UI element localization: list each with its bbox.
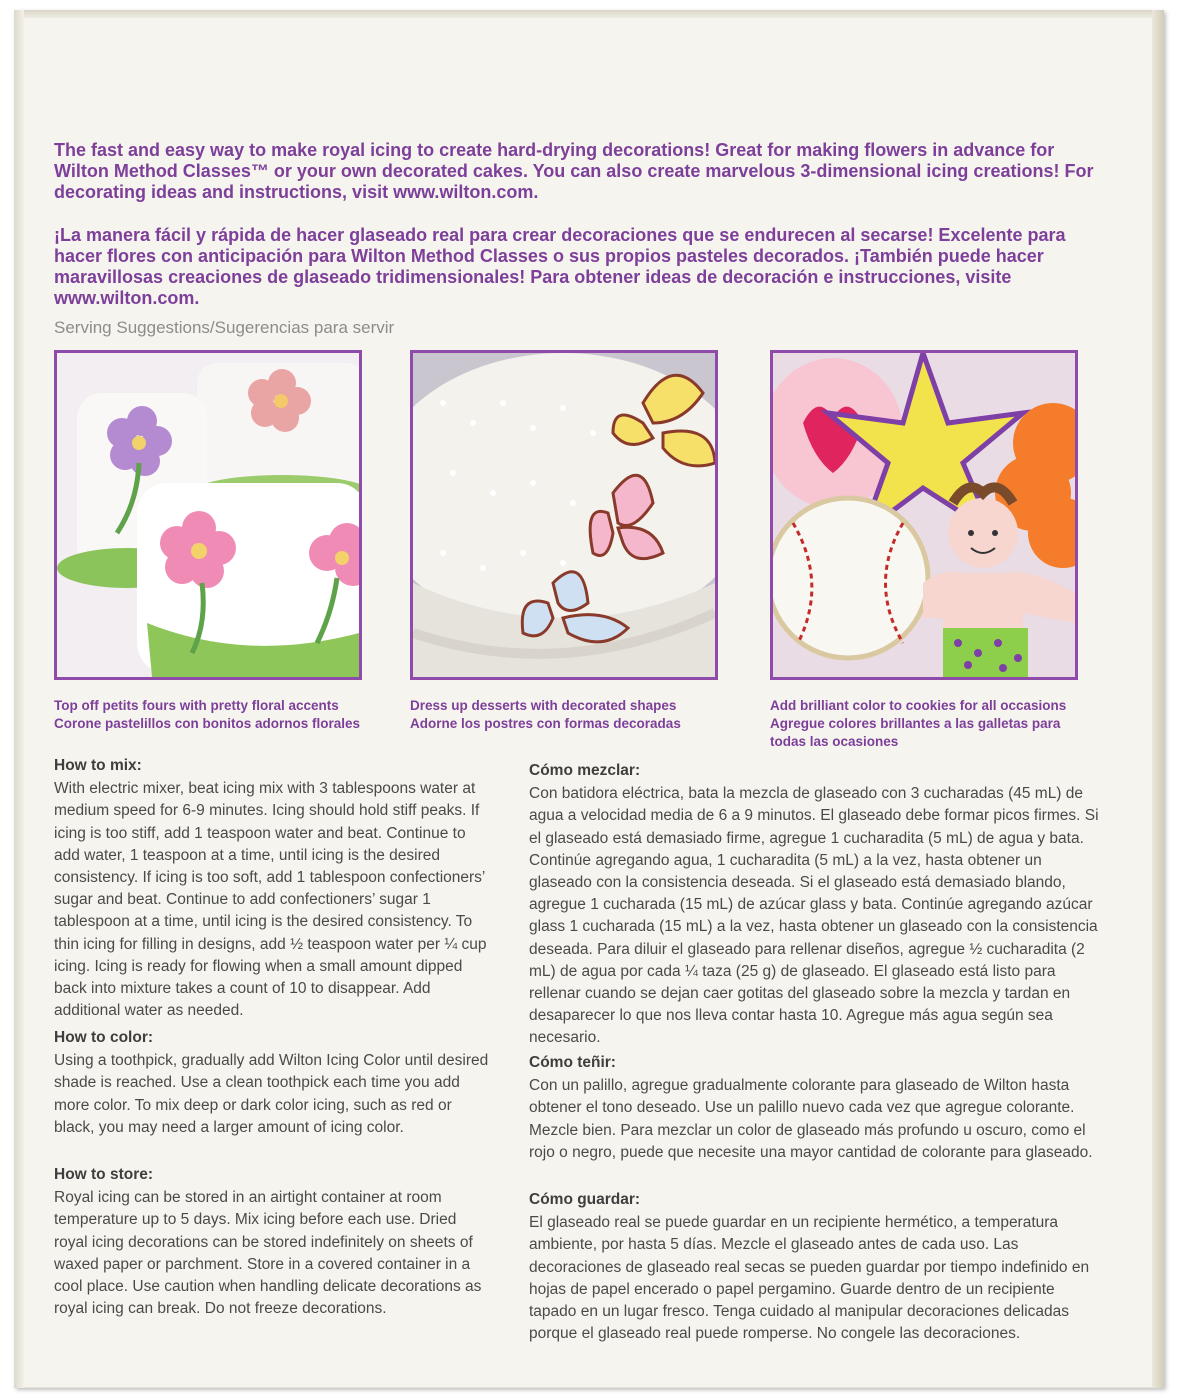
caption-petits-fours-en: Top off petits fours with pretty floral accents [54,698,339,713]
package-top-edge [14,10,1164,18]
how-to-color-text: Using a toothpick, gradually add Wilton Icing Color until desired shade is reached. Use a clean toothpick each time you add more color. To mix deep or dark color icing, such as red or black, you may need a larger amount of icing color. [54,1052,489,1136]
serving-suggestions-title: Serving Suggestions/Sugerencias para servir [54,318,395,337]
como-guardar-text: El glaseado real se puede guardar en un recipiente hermético, a temperatura ambiente, por hasta 5 días. Mezcle el glaseado antes de cada uso. Las decoraciones de glaseado real secas se pueden guardar por tiempo indefinido en hojas de papel encerado o papel pergamino. Guarde dentro de un recipiente tapado en un lugar fresco. Tenga cuidado al manipular decoraciones delicadas porque el glaseado real puede romperse. No congele las decoraciones. [529,1214,1090,1343]
how-to-color-heading: How to color: [54,1029,154,1046]
how-to-color-section [54,1027,494,1139]
caption-cake-butterflies-en: Dress up desserts with decorated shapes [410,698,677,713]
how-to-mix-text: With electric mixer, beat icing mix with 3 tablespoons water at medium speed for 6-9 minutes. Icing should hold stiff peaks. If icing is too stiff, add 1 teaspoon water and beat. Continue to add water, 1 teaspoon at a time, until icing is the desired consistency. If icing is too soft, add 1 tablespoon confectioners’ sugar and beat. Continue to add confectioners’ sugar 1 tablespoon at a time, until icing is the desired consistency. To thin icing for filling in designs, add ½ teaspoon water per ¼ cup icing. Icing is ready for flowing when a small amount dipped back into mixture takes a count of 10 to disappear. Add additional water as needed. [54,780,487,1020]
como-mezclar-heading: Cómo mezclar: [529,762,641,779]
caption-petits-fours-es: Corone pastelillos con bonitos adornos florales [54,716,361,731]
how-to-store-heading: How to store: [54,1166,154,1183]
caption-cake-butterflies [410,697,740,733]
intro-spanish: ¡La manera fácil y rápida de hacer glaseado real para crear decoraciones que se endurecen al secarse! Excelente para hacer flores con anticipación para Wilton Method Classes o sus propios pasteles decorados. ¡También puede hacer maravillosas creaciones de glaseado tridimensionales! Para obtener ideas de decoración e instrucciones, visite www.wilton.com. [54,225,1066,308]
intro-english: The fast and easy way to make royal icing to create hard-drying decorations! Great for making flowers in advance for Wilton Method Classes™ or your own decorated cakes. You can also create marvelous 3-dimensional icing creations! For decorating ideas and instructions, visit www.wilton.com. [54,140,1094,202]
como-tenir-heading: Cómo teñir: [529,1054,616,1071]
package-right-edge [1152,10,1164,1388]
package-left-edge [14,10,24,1388]
caption-petits-fours [54,697,384,733]
caption-cake-butterflies-es: Adorne los postres con formas decoradas [410,716,681,731]
como-guardar-heading: Cómo guardar: [529,1191,641,1208]
como-tenir-section [529,1052,1104,1164]
como-guardar-section [529,1189,1104,1345]
caption-cookies [770,697,1100,751]
how-to-mix-heading: How to mix: [54,757,142,774]
photo-petits-fours [54,350,362,680]
como-mezclar-text: Con batidora eléctrica, bata la mezcla de glaseado con 3 cucharadas (45 mL) de agua a velocidad media de 6 a 9 minutos. El glaseado debe formar picos firmes. Si el glaseado está demasiado firme, agregue 1 cucharadita (5 mL) de agua y bata. Continúe agregando agua, 1 cucharadita (5 mL) a la vez, hasta obtener un glaseado con la consistencia deseada. Si el glaseado está demasiado blando, agregue 1 cucharada (15 mL) de azúcar glass y bata. Continúe agregando azúcar glass 1 cucharada (15 mL) a la vez, hasta obtener un glaseado con la consistencia deseada. Para diluir el glaseado para rellenar diseños, agregue ½ cucharadita (2 mL) de agua por cada ¼ taza (25 g) de glaseado. El glaseado está listo para rellenar cuando se dejan caer gotitas del glaseado sobre la mezcla y tardan en desaparecer lo que nos lleva contar hasta 10. Agregue más agua según sea necesario. [529,785,1099,1047]
caption-cookies-es: Agregue colores brillantes a las galletas para todas las ocasiones [770,716,1061,749]
how-to-store-section [54,1164,494,1320]
photo-decorated-cookies [770,350,1078,680]
como-mezclar-section [529,760,1104,1050]
como-tenir-text: Con un palillo, agregue gradualmente colorante para glaseado de Wilton hasta obtener el tono deseado. Use un palillo nuevo cada vez que agregue colorante. Mezcle bien. Para mezclar un color de glaseado más profundo u oscuro, como el rojo o negro, puede que necesite una mayor cantidad de colorante para glaseado. [529,1077,1093,1161]
caption-cookies-en: Add brilliant color to cookies for all occasions [770,698,1067,713]
photo-cake-butterflies [410,350,718,680]
how-to-store-text: Royal icing can be stored in an airtight container at room temperature up to 5 days. Mix icing before each use. Dried royal icing decorations can be stored indefinitely on sheets of waxed paper or parchment. Store in a covered container in a cool place. Use caution when handling delicate decorations as royal icing can break. Do not freeze decorations. [54,1189,482,1318]
how-to-mix-section [54,755,494,1022]
